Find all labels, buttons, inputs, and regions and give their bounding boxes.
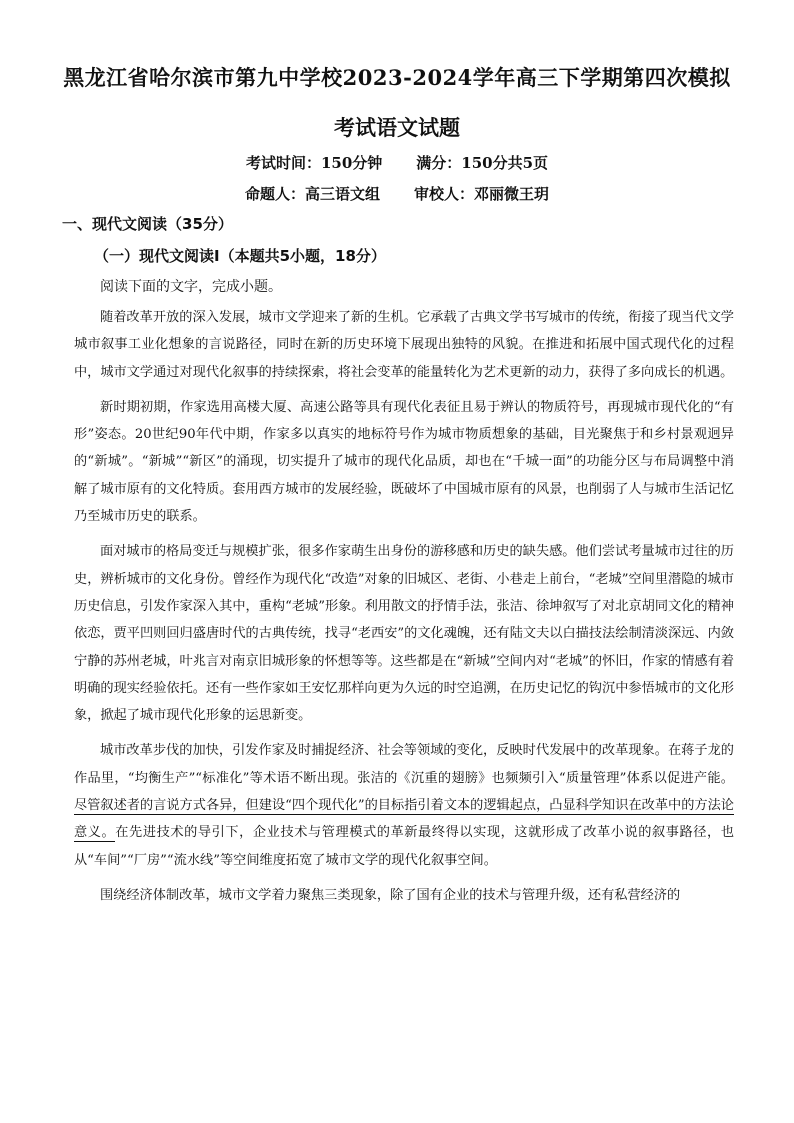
passage-paragraph-4 [74, 737, 734, 873]
passage-paragraph-3: 面对城市的格局变迁与规模扩张，很多作家萌生出身份的游移感和历史的缺失感。他们尝试考量城市过往的历史，辨析城市的文化身份。曾经作为现代化“改造”对象的旧城区、老街、小巷走上前台，“老城”空间里潜隐的城市历史信息，引发作家深入其中，重构“老城”形象。利用散文的抒情手法，张洁、徐坤叙写了对北京胡同文化的精神依恋，贾平凹则回归盛唐时代的古典传统，找寻“老西安”的文化魂魄，还有陆文夫以白描技法绘制清淡深远、内敛宁静的苏州老城，叶兆言对南京旧城形象的怀想等等。这些都是在“新城”空间内对“老城”的怀旧，作家的情感有着明确的现实经验依托。还有一些作家如王安忆那样向更为久远的时空追溯，在历史记忆的钩沉中参悟城市的文化形象，掀起了城市现代化形象的运思新变。 [74, 544, 734, 724]
underlined-sentence: 尽管叙述者的言说方式各异，但建设“四个现代化”的目标指引着文本的逻辑起点，凸显科学知识在改革中的方法论意义。 [74, 798, 734, 841]
exam-time: 考试时间：150分钟 [245, 154, 383, 172]
paragraph-4-part-b: 在先进技术的导引下，企业技术与管理模式的革新最终得以实现，这就形成了改革小说的叙事路径，也从“车间”“厂房”“流水线”等空间维度拓宽了城市文学的现代化叙事空间。 [74, 825, 735, 868]
reading-instruction: 阅读下面的文字，完成小题。 [100, 279, 282, 295]
reviewer: 审校人：邓丽微王玥 [414, 185, 550, 203]
exam-title-line1: 黑龙江省哈尔滨市第九中学校2023-2024学年高三下学期第四次模拟 [63, 65, 731, 90]
author-line [0, 183, 794, 204]
author: 命题人：高三语文组 [244, 185, 380, 203]
section-heading: 一、现代文阅读（35分） [62, 215, 233, 233]
subsection-heading: （一）现代文阅读Ⅰ（本题共5小题，18分） [94, 247, 386, 265]
exam-info-line [0, 152, 794, 173]
passage-paragraph-2: 新时期初期，作家选用高楼大厦、高速公路等具有现代化表征且易于辨认的物质符号，再现城市现代化的“有形”姿态。20世纪90年代中期，作家多以真实的地标符号作为城市物质想象的基础，目光聚焦于和乡村景观迥异的“新城”。“新城”“新区”的涌现，切实提升了城市的现代化品质，却也在“千城一面”的功能分区与布局调整中消解了城市原有的文化特质。套用西方城市的发展经验，既破坏了中国城市原有的风景，也削弱了人与城市生活记忆乃至城市历史的联系。 [74, 399, 734, 525]
exam-title-line2: 考试语文试题 [334, 115, 460, 140]
full-score: 满分：150分共5页 [416, 154, 549, 172]
passage-paragraph-5: 围绕经济体制改革，城市文学着力聚焦三类现象，除了国有企业的技术与管理升级，还有私营经济的 [100, 887, 681, 903]
paragraph-4-part-a: 城市改革步伐的加快，引发作家及时捕捉经济、社会等领域的变化，反映时代发展中的改革现象。在蒋子龙的作品里，“均衡生产”“标准化”等术语不断出现。张洁的《沉重的翅膀》也频频引入“质量管理”体系以促进产能。 [74, 743, 734, 786]
reading-passage [74, 304, 734, 917]
passage-paragraph-1: 随着改革开放的深入发展，城市文学迎来了新的生机。它承载了古典文学书写城市的传统，衔接了现当代文学城市叙事工业化想象的言说路径，同时在新的历史环境下展现出独特的风貌。在推进和拓展中国式现代化的过程中，城市文学通过对现代化叙事的持续探索，将社会变革的能量转化为艺术更新的动力，获得了多向成长的机遇。 [74, 310, 734, 380]
